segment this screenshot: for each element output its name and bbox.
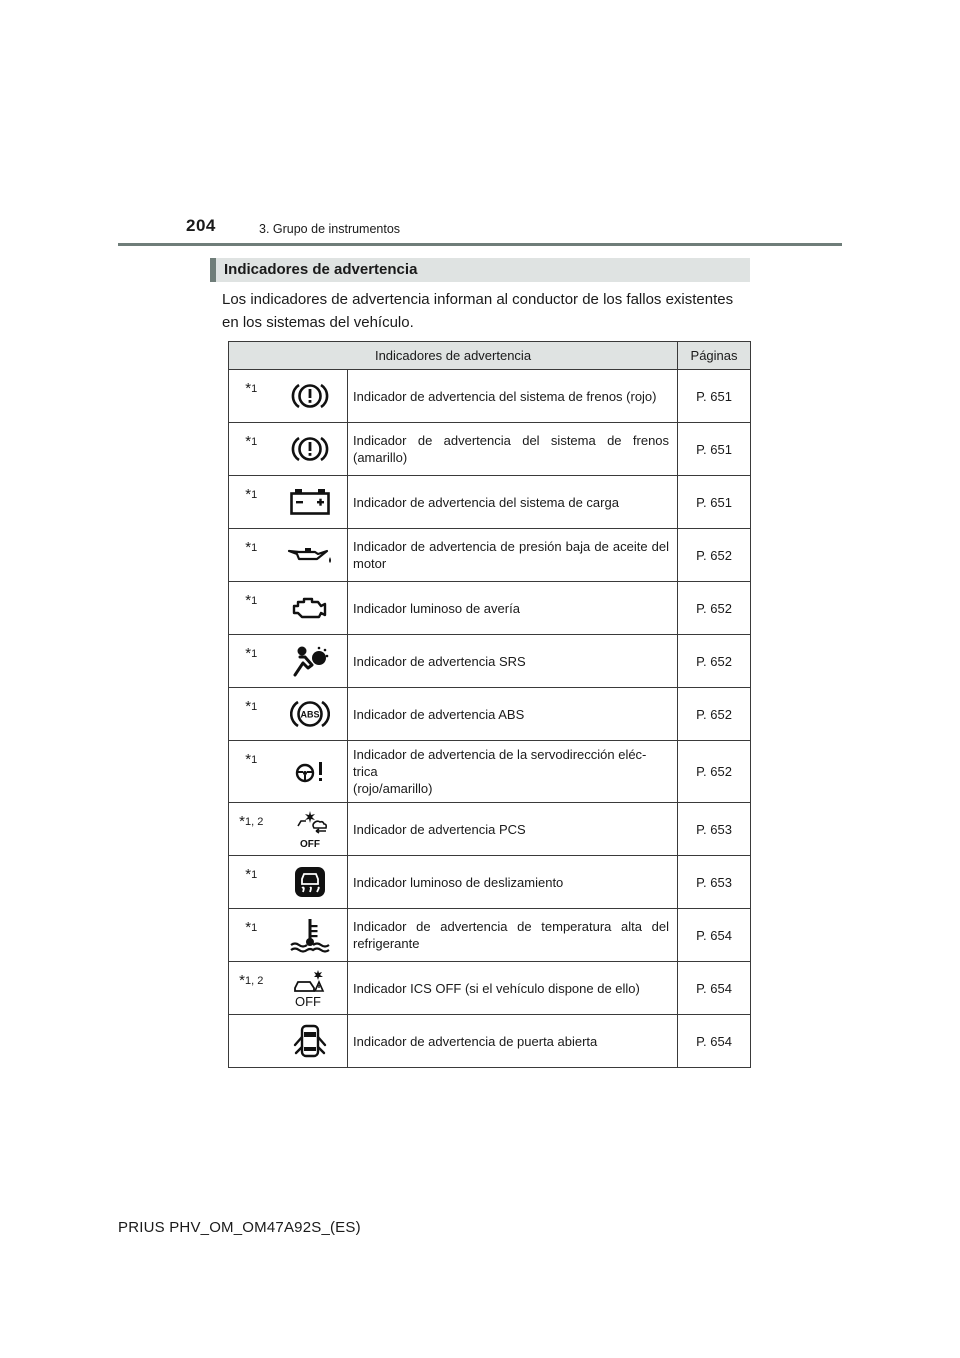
icon-cell xyxy=(274,856,348,909)
note-number: 1 xyxy=(251,383,258,395)
table-row xyxy=(229,423,751,476)
page-reference: P. 653 xyxy=(678,803,751,856)
oil-can-icon xyxy=(287,542,333,568)
table-row xyxy=(229,476,751,529)
check-engine-icon xyxy=(290,593,330,623)
ics-off-label: OFF xyxy=(295,994,322,1008)
note-number: 1, 2 xyxy=(244,975,264,987)
intro-paragraph: Los indicadores de advertencia informan al conductor de los fallos existentes en los sistemas del vehículo. xyxy=(222,291,734,331)
icon-cell xyxy=(274,962,348,1015)
header-rule xyxy=(118,243,842,246)
table-row xyxy=(229,803,751,856)
document-footer: PRIUS PHV_OM_OM47A92S_(ES) xyxy=(118,1219,361,1236)
note-cell xyxy=(229,909,274,962)
note-number: 1 xyxy=(251,595,258,607)
page-reference: P. 654 xyxy=(678,962,751,1015)
icon-cell xyxy=(274,635,348,688)
icon-cell xyxy=(274,803,348,856)
heading-text: Indicadores de advertencia xyxy=(224,261,418,278)
table-row xyxy=(229,1015,751,1068)
description-cell: Indicador de advertencia del sistema de frenos (rojo) xyxy=(348,370,678,423)
note-mark: * xyxy=(245,919,252,936)
table-row xyxy=(229,370,751,423)
description-cell: Indicador de advertencia del sistema de carga xyxy=(348,476,678,529)
note-number: 1 xyxy=(251,489,258,501)
note-mark: * xyxy=(239,972,245,989)
table-row xyxy=(229,856,751,909)
pcs-icon xyxy=(290,809,330,849)
description-cell: Indicador ICS OFF (si el vehículo dispone de ello) xyxy=(348,962,678,1015)
note-mark: * xyxy=(245,380,252,397)
note-cell xyxy=(229,423,274,476)
description-cell: Indicador de advertencia SRS xyxy=(348,635,678,688)
icon-cell xyxy=(274,909,348,962)
note-number: 1, 2 xyxy=(244,816,264,828)
description-line: (rojo/amarillo) xyxy=(353,781,433,796)
note-number: 1 xyxy=(251,542,258,554)
battery-icon xyxy=(289,487,331,517)
note-number: 1 xyxy=(251,436,258,448)
note-number: 1 xyxy=(251,701,258,713)
abs-icon xyxy=(290,698,330,730)
slip-indicator-icon xyxy=(293,865,327,899)
power-steering-icon xyxy=(290,759,330,785)
note-mark: * xyxy=(245,698,252,715)
page-reference: P. 652 xyxy=(678,741,751,803)
brake-warning-icon xyxy=(290,381,330,411)
icon-cell xyxy=(274,370,348,423)
description-cell: Indicador de advertencia ABS xyxy=(348,688,678,741)
note-cell xyxy=(229,476,274,529)
page-number: 204 xyxy=(186,216,216,235)
note-number: 1 xyxy=(251,648,258,660)
warning-indicators-table xyxy=(228,341,751,1068)
note-cell xyxy=(229,962,274,1015)
note-cell xyxy=(229,1015,274,1068)
description-cell: Indicador luminoso de deslizamiento xyxy=(348,856,678,909)
table-header-row xyxy=(229,342,751,370)
description-cell: Indicador de advertencia del sistema de frenos (amarillo) xyxy=(348,423,678,476)
note-cell xyxy=(229,635,274,688)
brake-warning-icon xyxy=(290,434,330,464)
description-cell: Indicador de advertencia de presión baja de aceite del motor xyxy=(348,529,678,582)
icon-cell xyxy=(274,582,348,635)
note-mark: * xyxy=(245,866,252,883)
note-mark: * xyxy=(245,645,252,662)
description-line: trica xyxy=(353,764,378,779)
abs-icon-label: ABS xyxy=(300,709,320,720)
note-mark: * xyxy=(245,539,252,556)
description-line: Indicador de advertencia de la servodirección eléc- xyxy=(353,747,647,762)
icon-cell xyxy=(274,688,348,741)
icon-cell xyxy=(274,476,348,529)
note-number: 1 xyxy=(251,922,258,934)
table-row xyxy=(229,635,751,688)
icon-cell xyxy=(274,529,348,582)
page-reference: P. 654 xyxy=(678,909,751,962)
column-header-pages: Páginas xyxy=(678,342,751,370)
page-reference: P. 651 xyxy=(678,370,751,423)
heading-accent xyxy=(210,258,216,282)
note-cell xyxy=(229,856,274,909)
icon-cell xyxy=(274,423,348,476)
table-row xyxy=(229,688,751,741)
note-cell xyxy=(229,582,274,635)
description-cell: Indicador de advertencia PCS xyxy=(348,803,678,856)
page-reference: P. 652 xyxy=(678,529,751,582)
note-mark: * xyxy=(239,813,245,830)
page-reference: P. 653 xyxy=(678,856,751,909)
table-row xyxy=(229,741,751,803)
section-heading xyxy=(210,258,750,282)
table-row xyxy=(229,909,751,962)
note-cell xyxy=(229,803,274,856)
coolant-temperature-icon xyxy=(288,917,332,953)
srs-airbag-icon xyxy=(290,644,330,678)
page-reference: P. 651 xyxy=(678,476,751,529)
page-reference: P. 652 xyxy=(678,688,751,741)
note-cell xyxy=(229,529,274,582)
ics-off-icon xyxy=(288,968,332,1008)
icon-cell xyxy=(274,741,348,803)
note-cell xyxy=(229,741,274,803)
description-cell xyxy=(348,741,678,803)
table-row xyxy=(229,529,751,582)
pcs-off-label: OFF xyxy=(300,839,321,849)
table-row xyxy=(229,582,751,635)
note-cell xyxy=(229,688,274,741)
note-number: 1 xyxy=(251,869,258,881)
note-cell xyxy=(229,370,274,423)
note-mark: * xyxy=(245,751,252,768)
icon-cell xyxy=(274,1015,348,1068)
note-mark: * xyxy=(245,433,252,450)
description-cell: Indicador de advertencia de temperatura alta del refrigerante xyxy=(348,909,678,962)
note-mark: * xyxy=(245,592,252,609)
page-reference: P. 652 xyxy=(678,582,751,635)
page-reference: P. 652 xyxy=(678,635,751,688)
column-header-indicators: Indicadores de advertencia xyxy=(229,342,678,370)
description-cell: Indicador de advertencia de puerta abierta xyxy=(348,1015,678,1068)
door-open-icon xyxy=(290,1022,330,1060)
note-number: 1 xyxy=(251,754,258,766)
description-cell: Indicador luminoso de avería xyxy=(348,582,678,635)
section-title: 3. Grupo de instrumentos xyxy=(259,222,401,236)
page-reference: P. 651 xyxy=(678,423,751,476)
page-reference: P. 654 xyxy=(678,1015,751,1068)
table-row xyxy=(229,962,751,1015)
note-mark: * xyxy=(245,486,252,503)
